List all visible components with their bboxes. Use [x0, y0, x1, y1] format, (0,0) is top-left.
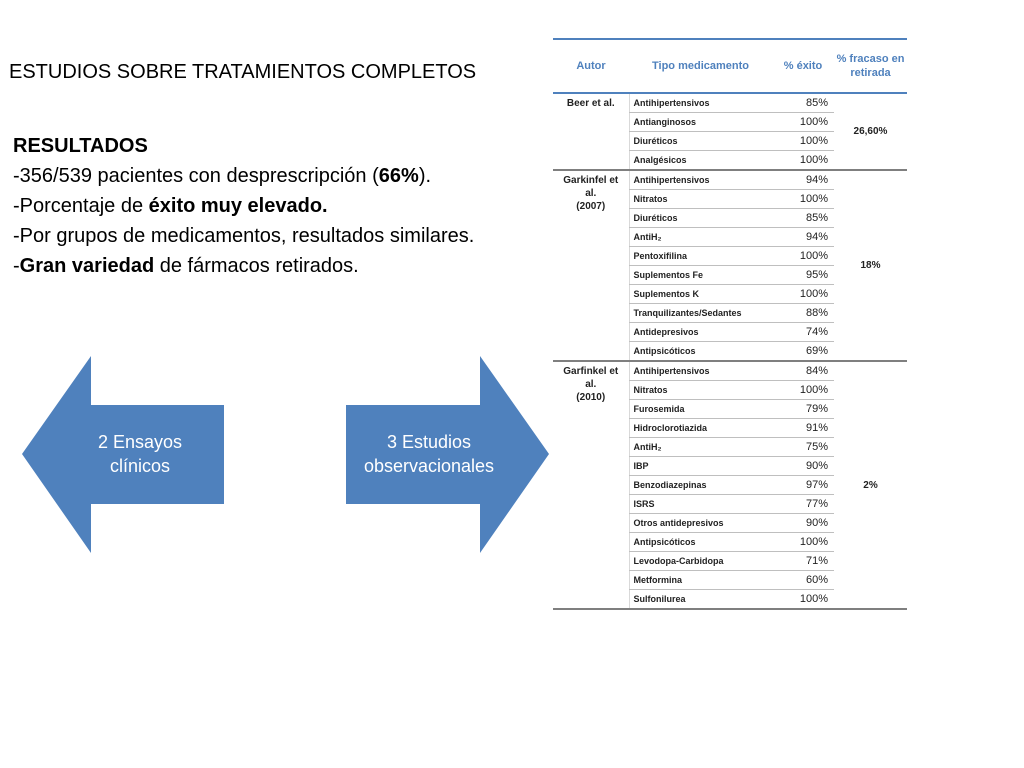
author-name: Garkinfel et al. — [563, 175, 619, 199]
drug-type-cell: Diuréticos — [629, 132, 772, 151]
success-cell: 100% — [772, 151, 834, 171]
drug-type-cell: Suplementos K — [629, 285, 772, 304]
success-cell: 84% — [772, 361, 834, 381]
author-cell — [553, 93, 629, 170]
success-cell: 85% — [772, 209, 834, 228]
author-name: Garfinkel et al. — [563, 366, 619, 390]
results-line-success-text: -Porcentaje de — [13, 195, 149, 217]
results-heading: RESULTADOS — [13, 135, 148, 157]
failure-cell: 2% — [834, 361, 907, 609]
success-cell: 69% — [772, 342, 834, 362]
drug-type-cell: Nitratos — [629, 381, 772, 400]
drug-type-cell: ISRS — [629, 495, 772, 514]
drug-type-cell: Diuréticos — [629, 209, 772, 228]
drug-type-cell: AntiH₂ — [629, 438, 772, 457]
drug-type-cell: Antipsicóticos — [629, 342, 772, 362]
header-failure: % fracaso en retirada — [834, 39, 907, 93]
author-year: (2010) — [576, 392, 606, 403]
slide-title: ESTUDIOS SOBRE TRATAMIENTOS COMPLETOS — [9, 61, 477, 83]
drug-type-cell: Otros antidepresivos — [629, 514, 772, 533]
success-cell: 100% — [772, 285, 834, 304]
author-year: (2007) — [576, 201, 606, 212]
drug-type-cell: Antihipertensivos — [629, 170, 772, 190]
header-drug-type: Tipo medicamento — [629, 39, 772, 93]
success-cell: 100% — [772, 533, 834, 552]
drug-type-cell: Pentoxifilina — [629, 247, 772, 266]
left-arrow-shape — [22, 356, 224, 553]
success-cell: 100% — [772, 247, 834, 266]
table-row — [553, 361, 907, 381]
success-cell: 100% — [772, 590, 834, 610]
left-arrow-label: 2 Ensayos clínicos — [97, 432, 183, 476]
results-line-patients-end: ). — [418, 165, 432, 187]
success-cell: 77% — [772, 495, 834, 514]
success-cell: 90% — [772, 457, 834, 476]
table-body — [553, 93, 907, 609]
success-cell: 71% — [772, 552, 834, 571]
drug-type-cell: Antianginosos — [629, 113, 772, 132]
drug-type-cell: Antihipertensivos — [629, 93, 772, 113]
author-cell — [553, 361, 629, 609]
failure-cell: 18% — [834, 170, 907, 361]
drug-type-cell: Antidepresivos — [629, 323, 772, 342]
results-block — [13, 131, 533, 281]
right-arrow-label: 3 Estudios observacionales — [363, 432, 495, 476]
studies-table — [553, 38, 907, 610]
results-line-variety — [13, 251, 533, 281]
header-success: % éxito — [772, 39, 834, 93]
success-cell: 90% — [772, 514, 834, 533]
success-cell: 91% — [772, 419, 834, 438]
success-cell: 85% — [772, 93, 834, 113]
success-cell: 88% — [772, 304, 834, 323]
right-arrow-shape — [346, 356, 549, 553]
drug-type-cell: Benzodiazepinas — [629, 476, 772, 495]
results-line-variety-text: de fármacos retirados. — [154, 255, 359, 277]
results-line-variety-dash: - — [13, 255, 20, 277]
success-cell: 79% — [772, 400, 834, 419]
drug-type-cell: Suplementos Fe — [629, 266, 772, 285]
success-cell: 100% — [772, 190, 834, 209]
drug-type-cell: Analgésicos — [629, 151, 772, 171]
failure-cell: 26,60% — [834, 93, 907, 170]
results-line-patients — [13, 161, 533, 191]
drug-type-cell: Tranquilizantes/Sedantes — [629, 304, 772, 323]
drug-type-cell: AntiH₂ — [629, 228, 772, 247]
drug-type-cell: Antihipertensivos — [629, 361, 772, 381]
table-row — [553, 170, 907, 190]
header-author: Autor — [553, 39, 629, 93]
results-line-patients-text: -356/539 pacientes con desprescripción ( — [13, 165, 379, 187]
success-cell: 100% — [772, 132, 834, 151]
table-header-row — [553, 39, 907, 93]
results-line-groups: -Por grupos de medicamentos, resultados similares. — [13, 225, 475, 247]
success-cell: 100% — [772, 381, 834, 400]
author-cell — [553, 170, 629, 361]
success-cell: 100% — [772, 113, 834, 132]
drug-type-cell: Hidroclorotiazida — [629, 419, 772, 438]
results-line-variety-bold: Gran variedad — [19, 255, 155, 277]
success-cell: 74% — [772, 323, 834, 342]
drug-type-cell: IBP — [629, 457, 772, 476]
results-line-success-bold: éxito muy elevado. — [148, 195, 328, 217]
drug-type-cell: Levodopa-Carbidopa — [629, 552, 772, 571]
drug-type-cell: Furosemida — [629, 400, 772, 419]
success-cell: 97% — [772, 476, 834, 495]
success-cell: 95% — [772, 266, 834, 285]
drug-type-cell: Metformina — [629, 571, 772, 590]
drug-type-cell: Sulfonilurea — [629, 590, 772, 610]
success-cell: 75% — [772, 438, 834, 457]
results-line-patients-pct: 66% — [378, 165, 419, 187]
drug-type-cell: Nitratos — [629, 190, 772, 209]
success-cell: 94% — [772, 170, 834, 190]
success-cell: 60% — [772, 571, 834, 590]
table-row — [553, 93, 907, 113]
author-name: Beer et al. — [566, 98, 615, 109]
drug-type-cell: Antipsicóticos — [629, 533, 772, 552]
success-cell: 94% — [772, 228, 834, 247]
results-line-success — [13, 191, 533, 221]
